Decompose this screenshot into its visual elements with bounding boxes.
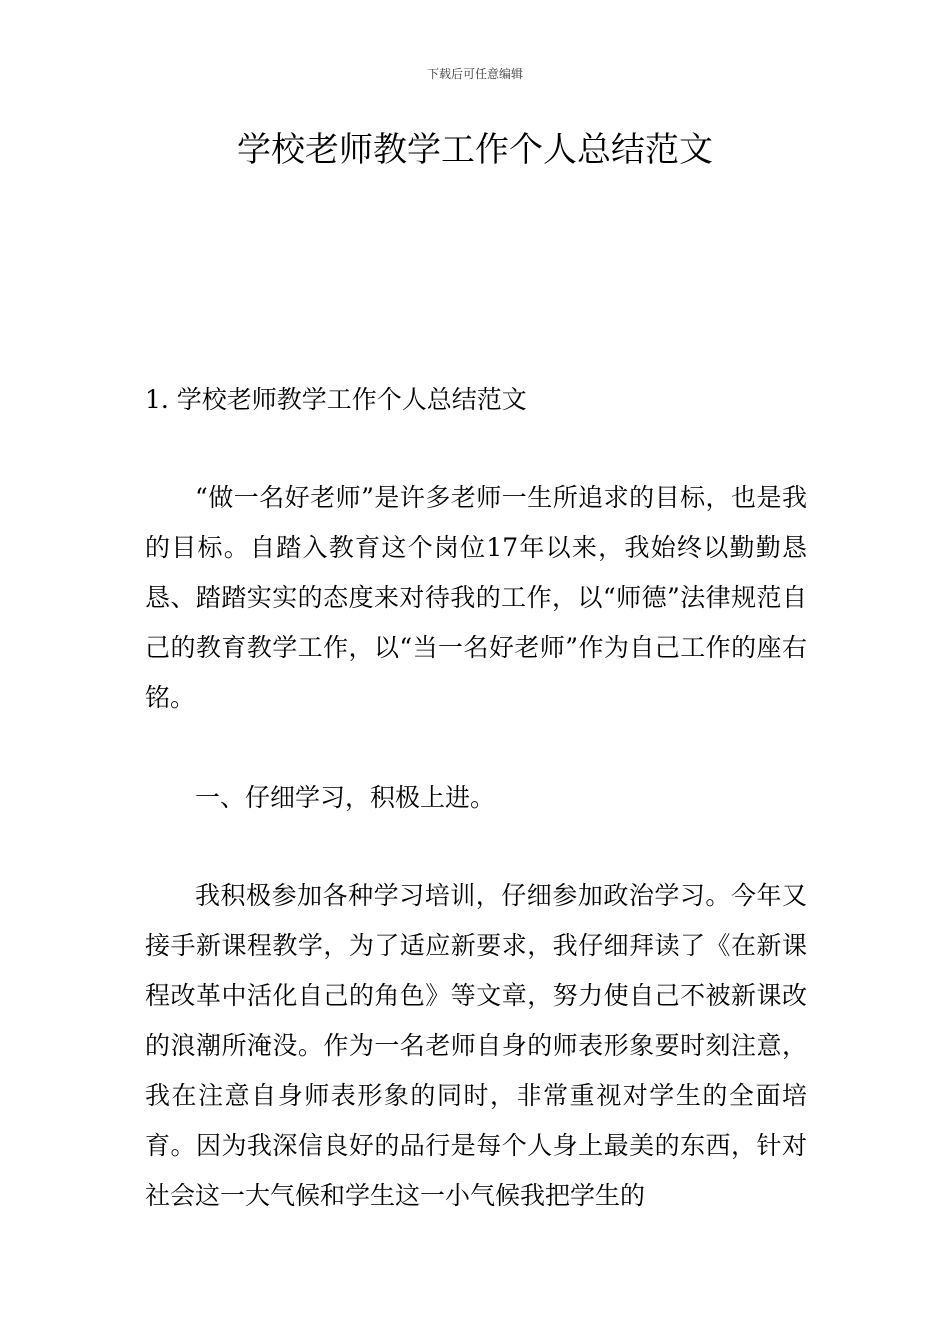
- subheading-study: 一、仔细学习，积极上进。: [195, 783, 496, 812]
- section-heading: 1. 学校老师教学工作个人总结范文: [145, 385, 527, 414]
- paragraph-study: 我积极参加各种学习培训，仔细参加政治学习。今年又接手新课程教学，为了适应新要求，我仔细拜读了《在新课程改革中活化自己的角色》等文章，努力使自己不被新课改的浪潮所淹没。作为一名老师自身的师表形象要时刻注意，我在注意自身师表形象的同时，非常重视对学生的全面培育。因为我深信良好的品行是每个人身上最美的东西，针对社会这一大气候和学生这一小气候我把学生的: [145, 881, 807, 1210]
- header-note: 下载后可任意编辑: [426, 67, 523, 81]
- document-title: 学校老师教学工作个人总结范文: [237, 130, 713, 170]
- paragraph-intro: “做一名好老师”是许多老师一生所追求的目标，也是我的目标。自踏入教育这个岗位17年以来，我始终以勤勤恳恳、踏踏实实的态度来对待我的工作，以“师德”法律规范自己的教育教学工作，以“当一名好老师”作为自己工作的座右铭。: [145, 483, 807, 712]
